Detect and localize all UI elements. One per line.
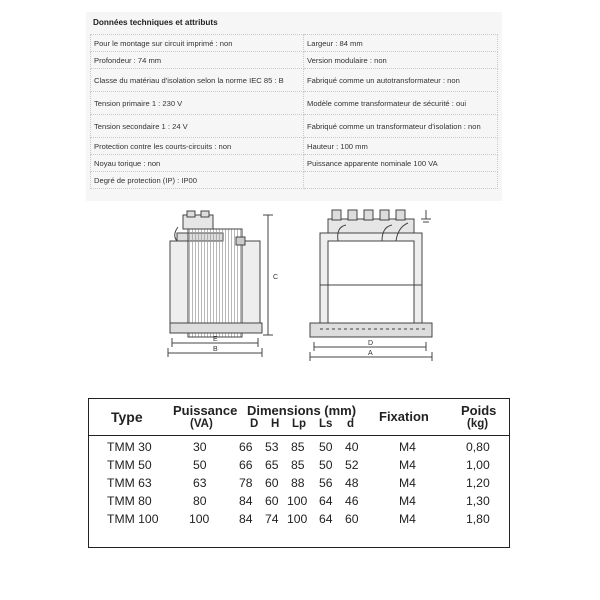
dimension-label-c: C xyxy=(273,274,279,281)
cell-weight: 1,30 xyxy=(466,494,490,508)
cell-power: 50 xyxy=(193,458,207,472)
attributes-row xyxy=(91,69,498,92)
cell-H: 60 xyxy=(265,494,279,508)
table-row xyxy=(89,494,509,512)
table-row xyxy=(89,458,509,476)
cell-D: 66 xyxy=(239,440,253,454)
table-header xyxy=(89,399,509,436)
attribute-cell: Noyau torique : non xyxy=(91,155,304,172)
header-sub-h: H xyxy=(271,418,280,430)
attributes-row xyxy=(91,92,498,115)
attribute-cell: Profondeur : 74 mm xyxy=(91,52,304,69)
cell-H: 74 xyxy=(265,512,279,526)
dimension-label-d: D xyxy=(368,340,374,347)
cell-Lp: 88 xyxy=(291,476,305,490)
header-sub-lp: Lp xyxy=(292,418,307,430)
cell-power: 63 xyxy=(193,476,207,490)
cell-H: 60 xyxy=(265,476,279,490)
attributes-table xyxy=(90,34,498,189)
cell-d: 40 xyxy=(345,440,359,454)
front-view-drawing xyxy=(310,210,432,361)
attribute-cell: Largeur : 84 mm xyxy=(304,35,498,52)
attributes-row xyxy=(91,172,498,189)
header-sub-d-lower: d xyxy=(347,418,355,430)
cell-weight: 0,80 xyxy=(466,440,490,454)
cell-Lp: 100 xyxy=(287,512,308,526)
attribute-cell: Tension primaire 1 : 230 V xyxy=(91,92,304,115)
transformer-drawings xyxy=(150,205,446,377)
header-sub-ls: Ls xyxy=(319,418,333,430)
attributes-row xyxy=(91,52,498,69)
attribute-cell: Fabriqué comme un transformateur d'isolation : non xyxy=(304,115,498,138)
cell-type: TMM 100 xyxy=(107,512,159,526)
header-type: Type xyxy=(111,409,143,425)
attribute-cell: Puissance apparente nominale 100 VA xyxy=(304,155,498,172)
cell-d: 46 xyxy=(345,494,359,508)
cell-type: TMM 63 xyxy=(107,476,152,490)
cell-Ls: 64 xyxy=(319,512,333,526)
attribute-cell: Modèle comme transformateur de sécurité : oui xyxy=(304,92,498,115)
cell-D: 66 xyxy=(239,458,253,472)
header-weight: Poids xyxy=(461,403,497,418)
dimension-label-b: B xyxy=(213,346,218,353)
cell-H: 65 xyxy=(265,458,279,472)
cell-D: 84 xyxy=(239,512,253,526)
cell-D: 78 xyxy=(239,476,253,490)
cell-weight: 1,00 xyxy=(466,458,490,472)
header-fixing: Fixation xyxy=(379,409,429,424)
attribute-cell: Version modulaire : non xyxy=(304,52,498,69)
side-view-drawing xyxy=(168,211,273,357)
cell-Lp: 85 xyxy=(291,440,305,454)
cell-fixing: M4 xyxy=(399,440,416,454)
cell-Ls: 50 xyxy=(319,440,333,454)
header-sub-d-upper: D xyxy=(250,418,259,430)
cell-fixing: M4 xyxy=(399,458,416,472)
header-weight-unit: (kg) xyxy=(467,418,489,430)
cell-fixing: M4 xyxy=(399,476,416,490)
cell-weight: 1,20 xyxy=(466,476,490,490)
cell-Ls: 56 xyxy=(319,476,333,490)
technical-attributes-panel xyxy=(86,12,502,201)
cell-type: TMM 50 xyxy=(107,458,152,472)
attribute-cell: Degré de protection (IP) : IP00 xyxy=(91,172,304,189)
attributes-title: Données techniques et attributs xyxy=(93,18,218,27)
attribute-cell xyxy=(304,172,498,189)
cell-power: 80 xyxy=(193,494,207,508)
dimension-label-a: A xyxy=(368,350,373,357)
header-power-unit: (VA) xyxy=(190,418,213,430)
attributes-row xyxy=(91,35,498,52)
cell-d: 60 xyxy=(345,512,359,526)
cell-d: 48 xyxy=(345,476,359,490)
cell-type: TMM 30 xyxy=(107,440,152,454)
attribute-cell: Tension secondaire 1 : 24 V xyxy=(91,115,304,138)
cell-Ls: 64 xyxy=(319,494,333,508)
attribute-cell: Hauteur : 100 mm xyxy=(304,138,498,155)
cell-Ls: 50 xyxy=(319,458,333,472)
cell-power: 30 xyxy=(193,440,207,454)
cell-type: TMM 80 xyxy=(107,494,152,508)
cell-D: 84 xyxy=(239,494,253,508)
table-row xyxy=(89,512,509,530)
attribute-cell: Pour le montage sur circuit imprimé : non xyxy=(91,35,304,52)
dimensions-table xyxy=(88,398,510,548)
attribute-cell: Protection contre les courts-circuits : non xyxy=(91,138,304,155)
cell-d: 52 xyxy=(345,458,359,472)
table-row xyxy=(89,440,509,458)
dimension-label-e: E xyxy=(213,336,218,343)
cell-Lp: 100 xyxy=(287,494,308,508)
cell-Lp: 85 xyxy=(291,458,305,472)
attribute-cell: Classe du matériau d'isolation selon la norme IEC 85 : B xyxy=(91,69,304,92)
cell-H: 53 xyxy=(265,440,279,454)
attribute-cell: Fabriqué comme un autotransformateur : non xyxy=(304,69,498,92)
cell-fixing: M4 xyxy=(399,512,416,526)
header-power: Puissance xyxy=(173,403,238,418)
attributes-row xyxy=(91,138,498,155)
attributes-row xyxy=(91,115,498,138)
cell-weight: 1,80 xyxy=(466,512,490,526)
table-row xyxy=(89,476,509,494)
attributes-row xyxy=(91,155,498,172)
cell-power: 100 xyxy=(189,512,210,526)
header-dimensions: Dimensions (mm) xyxy=(247,403,357,418)
cell-fixing: M4 xyxy=(399,494,416,508)
